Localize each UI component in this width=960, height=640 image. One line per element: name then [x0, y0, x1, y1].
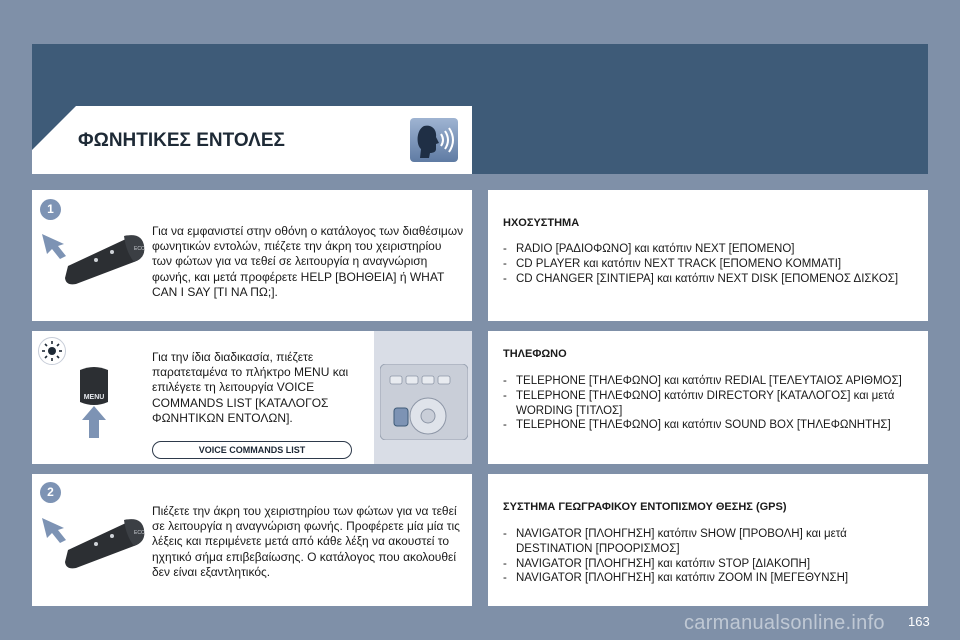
svg-text:ECO: ECO: [134, 246, 145, 252]
menu-button-illustration: [74, 364, 114, 440]
sun-badge: [38, 337, 66, 365]
list-item: - NAVIGATOR [ΠΛΟΗΓΗΣΗ] και κατόπιν STOP [ΔΙΑΚΟΠΗ]: [503, 557, 917, 572]
arrow-icon: [42, 234, 66, 259]
list-item: - TELEPHONE [ΤΗΛΕΦΩΝΟ] και κατόπιν SOUND BOX [ΤΗΛΕΦΩΝΗΤΗΣ]: [503, 418, 917, 433]
list-item: - CD CHANGER [ΣΙΝΤΙΕΡΑ] και κατόπιν NEXT DISK [ΕΠΟΜΕΝΟΣ ΔΙΣΚΟΣ]: [503, 272, 917, 287]
alt-description: Για την ίδια διαδικασία, πιέζετε παρατεταμένα το πλήκτρο MENU και επιλέγετε τη λειτουργία VOICE COMMANDS LIST [ΚΑΤΑΛΟΓΟΣ ΦΩΝΗΤΙΚΩΝ ΕΝΤΟΛΩΝ].: [152, 350, 349, 425]
phone-heading: ΤΗΛΕΦΩΝΟ: [503, 348, 567, 360]
voice-command-icon: [410, 118, 458, 162]
radio-panel-illustration: [380, 364, 468, 440]
arrow-icon: [42, 518, 66, 543]
gps-command-list: [503, 527, 917, 586]
list-item: - TELEPHONE [ΤΗΛΕΦΩΝΟ] κατόπιν DIRECTORY [ΚΑΤΑΛΟΓΟΣ] και μετά WORDING [ΤΙΤΛΟΣ]: [503, 389, 917, 419]
list-item: - RADIO [ΡΑΔΙΟΦΩΝΟ] και κατόπιν NEXT [ΕΠΟΜΕΝΟ]: [503, 242, 917, 257]
step-2-badge: 2: [40, 482, 61, 503]
light-stalk-illustration: [38, 226, 148, 288]
light-stalk-illustration-2: [38, 510, 148, 572]
step2-description: Πιέζετε την άκρη του χειριστηρίου των φώτων για να τεθεί σε λειτουργία η αναγνώριση φωνής. Προφέρετε μία μία τις λέξεις και περιμένετε μετά από κάθε λέξη να ακουστεί το ηχητικό σήμα επιβεβαίωσης. Ο κατάλογος που ακολουθεί δεν είναι εξαντλητικός.: [152, 504, 460, 579]
step1-description: Για να εμφανιστεί στην οθόνη ο κατάλογος των διαθέσιμων φωνητικών εντολών, πιέζετε την άκρη του χειριστηρίου των φώτων για να τεθεί σε λειτουργία η αναγνώριση φωνής, και μετά προφέρετε HELP [ΒΟΗΘΕΙΑ] ή WHAT CAN I SAY [ΤΙ ΝΑ ΠΩ;].: [152, 224, 464, 299]
list-item: - NAVIGATOR [ΠΛΟΗΓΗΣΗ] κατόπιν SHOW [ΠΡΟΒΟΛΗ] και μετά DESTINATION [ΠΡΟΟΡΙΣΜΟΣ]: [503, 527, 917, 557]
page-number: 163: [908, 614, 930, 629]
list-item: - NAVIGATOR [ΠΛΟΗΓΗΣΗ] και κατόπιν ZOOM IN [ΜΕΓΕΘΥΝΣΗ]: [503, 571, 917, 586]
svg-text:ECO: ECO: [134, 530, 145, 536]
arrow-up-icon: [82, 406, 106, 438]
list-item: - CD PLAYER και κατόπιν NEXT TRACK [ΕΠΟΜΕΝΟ ΚΟΜΜΑΤΙ]: [503, 257, 917, 272]
sun-icon: [39, 338, 65, 364]
page-title: ΦΩΝΗΤΙΚΕΣ ΕΝΤΟΛΕΣ: [78, 130, 285, 151]
voice-commands-list-button[interactable]: VOICE COMMANDS LIST: [152, 441, 352, 459]
list-item: - TELEPHONE [ΤΗΛΕΦΩΝΟ] και κατόπιν REDIAL [ΤΕΛΕΥΤΑΙΟΣ ΑΡΙΘΜΟΣ]: [503, 374, 917, 389]
gps-heading: ΣΥΣΤΗΜΑ ΓΕΩΓΡΑΦΙΚΟΥ ΕΝΤΟΠΙΣΜΟΥ ΘΕΣΗΣ (GPS): [503, 501, 787, 513]
audio-heading: ΗΧΟΣΥΣΤΗΜΑ: [503, 217, 580, 229]
step-1-badge: 1: [40, 199, 61, 220]
watermark: carmanualsonline.info: [684, 612, 885, 634]
phone-command-list: [503, 374, 917, 433]
menu-button-label: MENU: [83, 394, 105, 401]
audio-command-list: [503, 242, 917, 286]
